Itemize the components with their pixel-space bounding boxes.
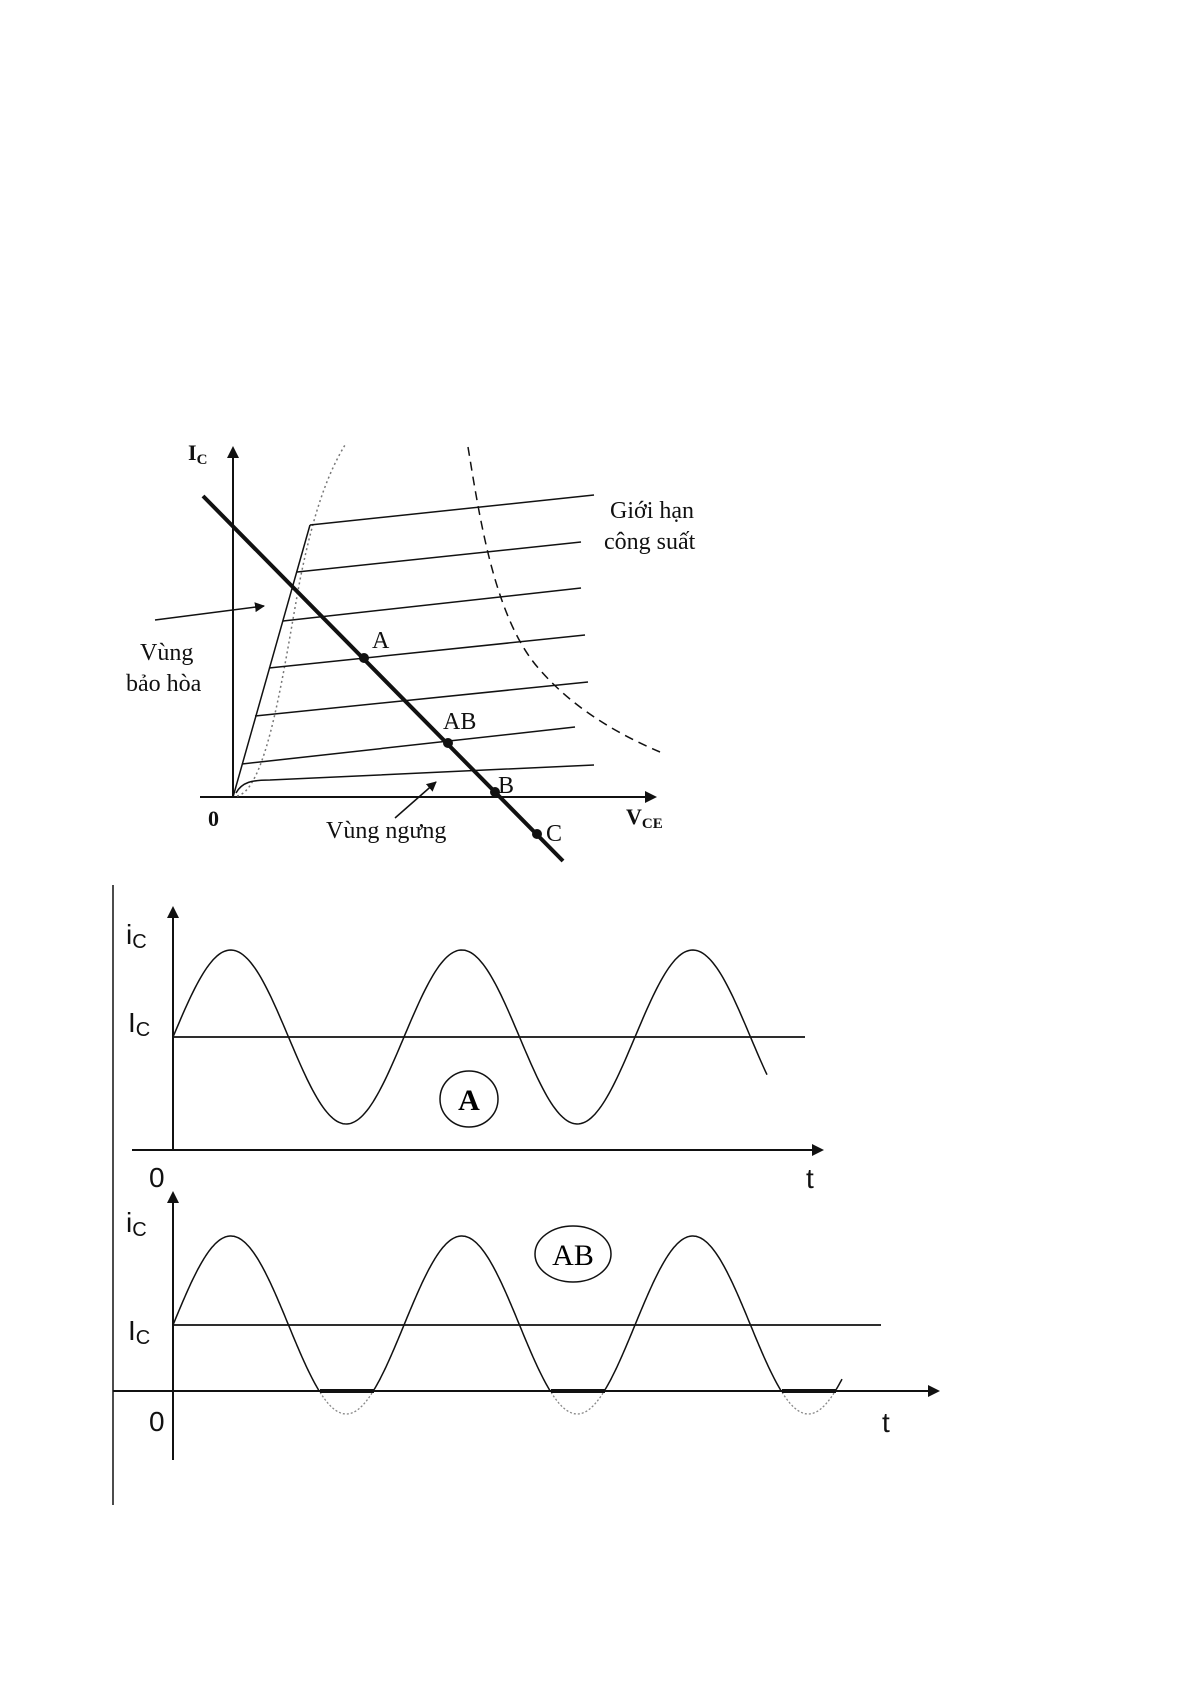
class-ab-label: AB xyxy=(552,1239,594,1272)
point-ab xyxy=(443,738,453,748)
power-limit-curve xyxy=(468,447,660,752)
point-a xyxy=(359,653,369,663)
class-a-label: A xyxy=(458,1084,480,1117)
t-label-a: t xyxy=(806,1163,814,1194)
origin-label-ab: 0 xyxy=(149,1406,165,1437)
curve-5 xyxy=(255,682,588,716)
point-c-label: C xyxy=(546,821,563,847)
curve-6 xyxy=(242,727,575,764)
load-line xyxy=(203,496,563,861)
origin-label: 0 xyxy=(208,806,219,831)
waveform-class-a xyxy=(126,908,822,1194)
ic-axis-label: IC xyxy=(188,440,208,468)
curve-1 xyxy=(310,495,594,525)
dc-label-a: IC xyxy=(128,1007,151,1041)
cutoff-label: Vùng ngưng xyxy=(326,818,447,844)
sine-wave-ab xyxy=(173,1236,842,1391)
curve-7 xyxy=(236,765,594,793)
point-b-label: B xyxy=(498,773,515,799)
vce-axis-label: VCE xyxy=(626,804,663,832)
saturation-label-2: bảo hòa xyxy=(126,671,202,697)
output-characteristics xyxy=(126,440,696,861)
power-limit-label-1: Giới hạn xyxy=(610,498,695,524)
point-a-label: A xyxy=(372,628,390,654)
point-ab-label: AB xyxy=(443,709,477,735)
saturation-label-1: Vùng xyxy=(140,640,194,666)
dc-label-ab: IC xyxy=(128,1315,151,1349)
characteristic-curves xyxy=(236,495,594,793)
sine-wave-ab-cutoff xyxy=(320,1392,835,1415)
curve-4 xyxy=(269,635,585,668)
ic-axis-label-a: iC xyxy=(126,919,147,953)
origin-label-a: 0 xyxy=(149,1162,165,1193)
power-limit-label-2: công suất xyxy=(604,529,696,555)
ic-axis-label-ab: iC xyxy=(126,1207,147,1241)
curve-3 xyxy=(283,588,581,621)
saturation-arrow xyxy=(155,606,264,620)
t-label-ab: t xyxy=(882,1407,890,1438)
waveform-class-ab xyxy=(113,1193,938,1460)
point-c xyxy=(532,829,542,839)
cutoff-arrow xyxy=(395,782,436,818)
curve-2 xyxy=(297,542,581,572)
